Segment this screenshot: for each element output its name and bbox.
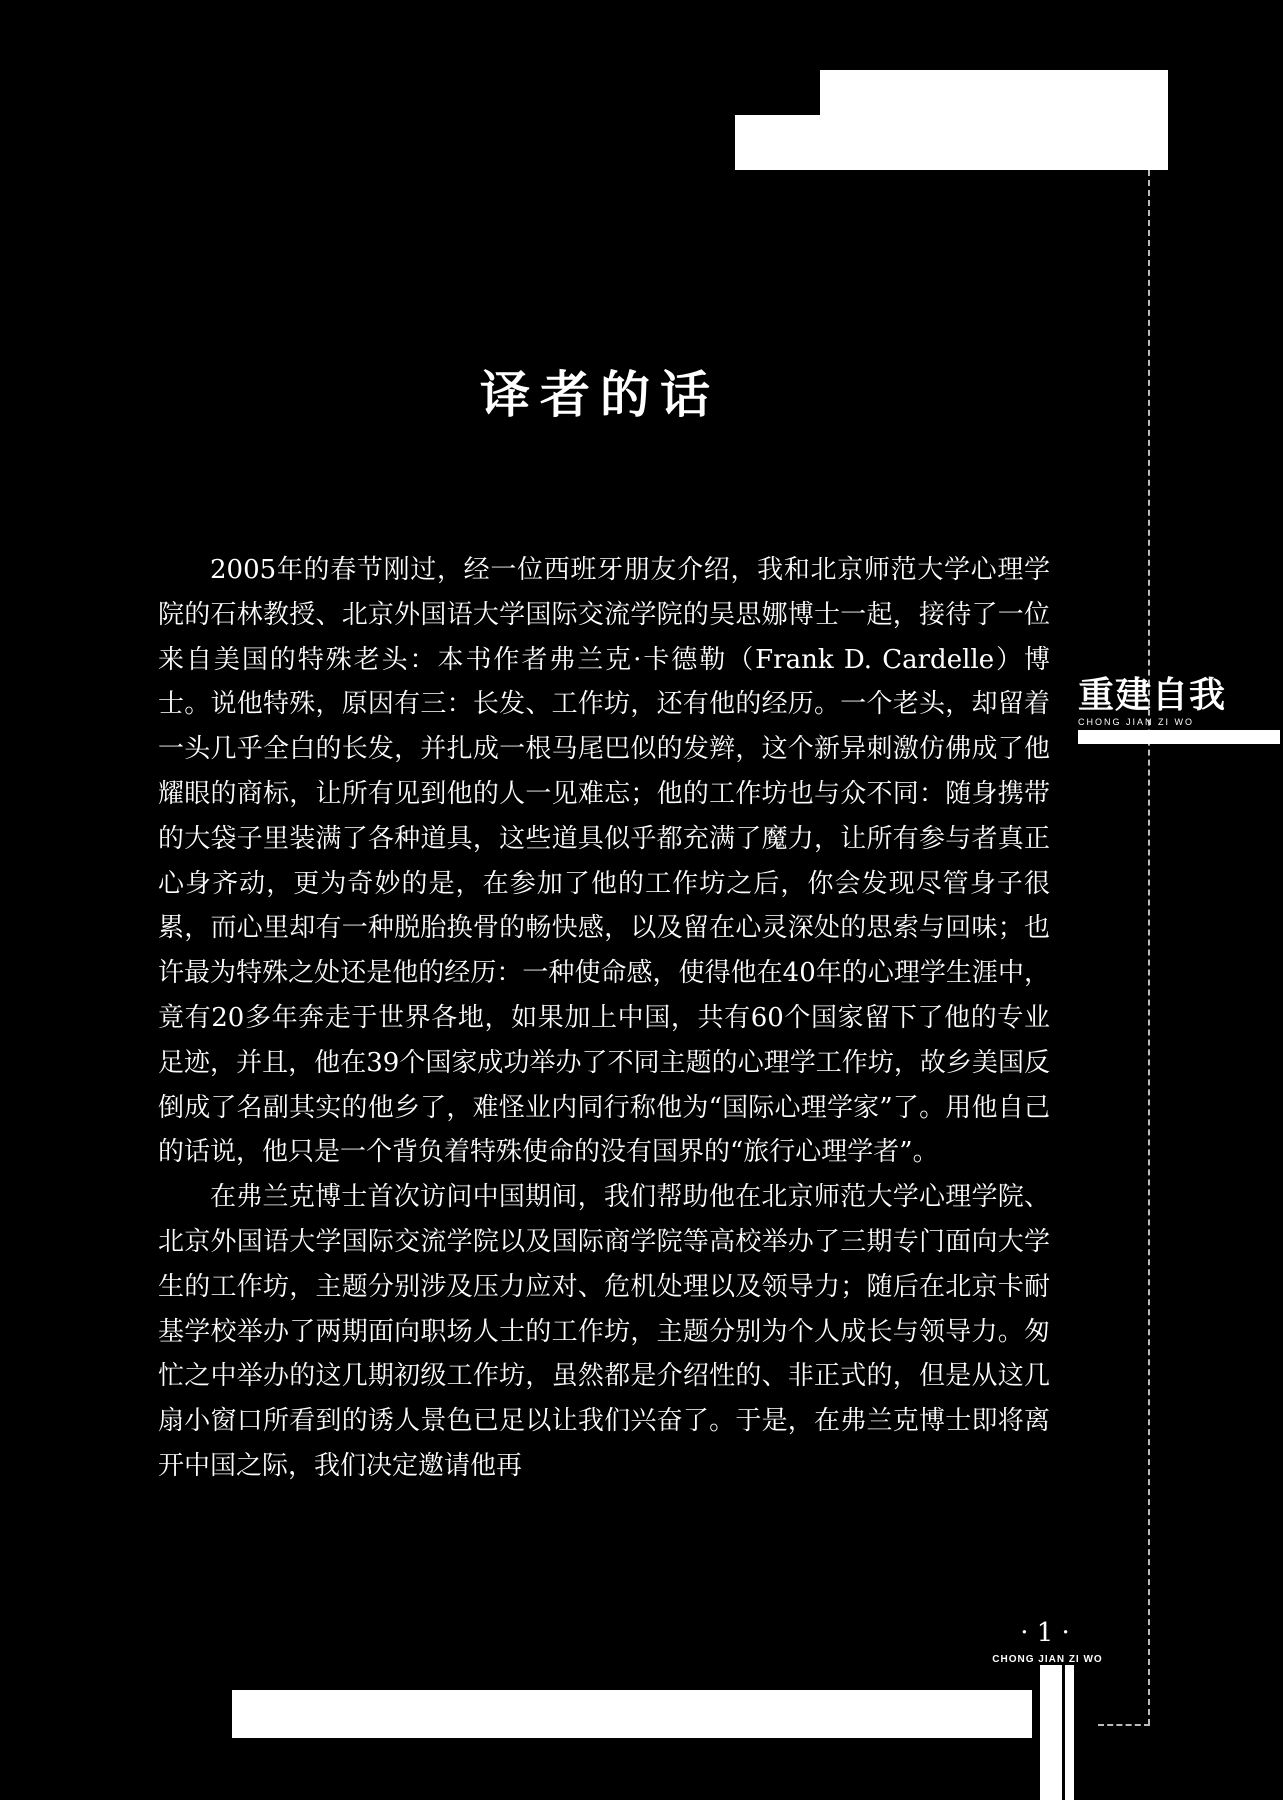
- header-decoration-step: [735, 115, 825, 170]
- page-title: 译者的话: [480, 365, 720, 424]
- side-brand-title: 重建自我: [1078, 674, 1227, 716]
- footer-bar-end-gap: [1062, 1665, 1065, 1800]
- margin-guide-corner: [1098, 1724, 1150, 1726]
- footer-bar-end: [1040, 1665, 1074, 1800]
- paragraph: 2005年的春节刚过，经一位西班牙朋友介绍，我和北京师范大学心理学院的石林教授、北京外国语大学国际交流学院的吴思娜博士一起，接待了一位来自美国的特殊老头：本书作者弗兰克·卡德勒（Frank D. Cardelle）博士。说他特殊，原因有三：长发、工作坊，还有他的经历。一个老头，却留着一头几乎全白的长发，并扎成一根马尾巴似的发辫，这个新异刺激仿佛成了他耀眼的商标，让所有见到他的人一见难忘；他的工作坊也与众不同：随身携带的大袋子里装满了各种道具，这些道具似乎都充满了魔力，让所有参与者真正心身齐动，更为奇妙的是，在参加了他的工作坊之后，你会发现尽管身子很累，而心里却有一种脱胎换骨的畅快感，以及留在心灵深处的思索与回味；也许最为特殊之处还是他的经历：一种使命感，使得他在40年的心理学生涯中，竟有20多年奔走于世界各地，如果加上中国，共有60个国家留下了他的专业足迹，并且，他在39个国家成功举办了不同主题的心理学工作坊，故乡美国反倒成了名副其实的他乡了，难怪业内同行称他为“国际心理学家”了。用他自己的话说，他只是一个背负着特殊使命的没有国界的“旅行心理学者”。: [158, 555, 1050, 1168]
- page-number: · 1 ·: [1020, 1618, 1070, 1648]
- side-brand-subtitle: CHONG JIAN ZI WO: [1078, 717, 1194, 727]
- footer-bar: [232, 1690, 1032, 1738]
- header-decoration: [820, 70, 1168, 170]
- footer-subtitle: CHONG JIAN ZI WO: [992, 1654, 1103, 1665]
- side-brand-bar: [1078, 730, 1280, 744]
- paragraph: 在弗兰克博士首次访问中国期间，我们帮助他在北京师范大学心理学院、北京外国语大学国际交流学院以及国际商学院等高校举办了三期专门面向大学生的工作坊，主题分别涉及压力应对、危机处理以及领导力；随后在北京卡耐基学校举办了两期面向职场人士的工作坊，主题分别为个人成长与领导力。匆忙之中举办的这几期初级工作坊，虽然都是介绍性的、非正式的，但是从这几扇小窗口所看到的诱人景色已足以让我们兴奋了。于是，在弗兰克博士即将离开中国之际，我们决定邀请他再: [158, 1182, 1050, 1481]
- body-text: [158, 548, 1050, 1489]
- side-brand: [1078, 675, 1283, 744]
